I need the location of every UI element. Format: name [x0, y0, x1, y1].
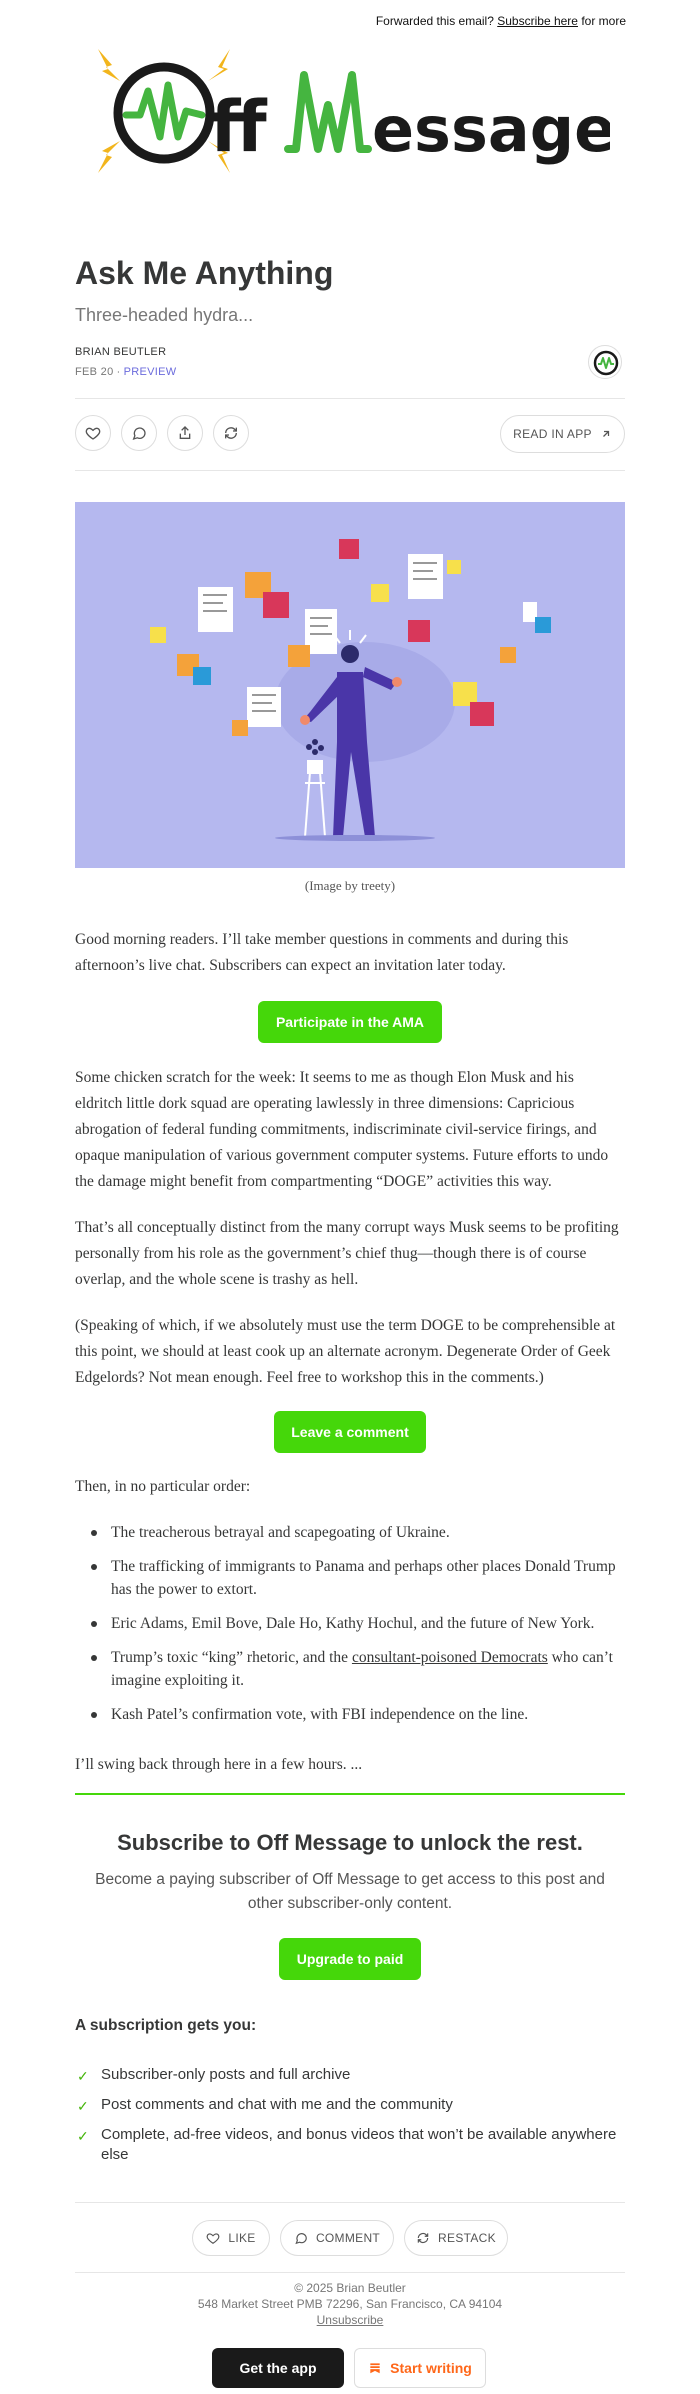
- paywall-divider: [75, 1793, 625, 1795]
- substack-icon: [368, 2361, 382, 2375]
- forwarded-notice: [376, 14, 626, 28]
- list-item: Eric Adams, Emil Bove, Dale Ho, Kathy Hochul, and the future of New York.: [75, 1612, 625, 1635]
- logo-ff-text: ff: [210, 86, 267, 168]
- divider-copyright: [75, 2272, 625, 2273]
- get-the-app-button[interactable]: Get the app: [212, 2348, 344, 2388]
- check-icon: ✓: [77, 2128, 89, 2144]
- forwarded-text: Forwarded this email?: [375, 14, 494, 28]
- for-more-text: for more: [581, 14, 626, 28]
- divider-footer: [75, 2202, 625, 2203]
- divider-top: [75, 398, 625, 399]
- benefit-item: ✓ Post comments and chat with me and the community: [77, 2096, 453, 2114]
- paragraph-then: Then, in no particular order:: [75, 1478, 251, 1495]
- paragraph-intro: Good morning readers. I’ll take member questions in comments and during this afternoon’s live chat. Subscribers can expect an invitation later today.: [75, 931, 569, 974]
- read-in-app-label: READ IN APP: [513, 427, 592, 441]
- subscription-benefits-heading: A subscription gets you:: [75, 2017, 257, 2034]
- list-item: [75, 1646, 625, 1692]
- comment-button[interactable]: [121, 415, 157, 451]
- heart-icon: [206, 2231, 220, 2245]
- consultant-poisoned-democrats-link[interactable]: consultant-poisoned Democrats: [351, 1649, 548, 1666]
- restack-icon: [416, 2231, 430, 2245]
- share-button[interactable]: [167, 415, 203, 451]
- benefit-item: ✓ Subscriber-only posts and full archive: [77, 2066, 351, 2084]
- share-icon: [177, 425, 193, 441]
- post-title[interactable]: Ask Me Anything: [75, 255, 334, 291]
- hero-illustration[interactable]: [75, 502, 625, 868]
- start-writing-label: Start writing: [390, 2360, 472, 2376]
- footer-restack-button[interactable]: [404, 2220, 508, 2256]
- unsubscribe-link[interactable]: Unsubscribe: [316, 2313, 384, 2327]
- footer-comment-button[interactable]: [280, 2220, 394, 2256]
- benefit-item: ✓ Complete, ad-free videos, and bonus videos that won’t be available anywhere else: [77, 2126, 617, 2163]
- paywall-title: Subscribe to Off Message to unlock the rest.: [117, 1830, 583, 1855]
- post-date-line: [75, 366, 625, 378]
- logo-essage-text: essage: [372, 93, 610, 166]
- subscribe-here-link[interactable]: Subscribe here: [497, 14, 578, 28]
- upgrade-to-paid-button[interactable]: Upgrade to paid: [279, 1938, 421, 1980]
- unsubscribe-wrapper: [75, 2312, 625, 2328]
- arrow-up-right-icon: [600, 428, 612, 440]
- restack-icon: [223, 425, 239, 441]
- comment-label: COMMENT: [315, 2231, 381, 2245]
- publication-avatar[interactable]: [588, 345, 622, 379]
- check-icon: ✓: [77, 2098, 89, 2114]
- paragraph-corruption: That’s all conceptually distinct from the many corrupt ways Musk seems to be profiting personally from his role as the government’s chief thug—though there is of course overlap, and the whole scene is trashy as hell.: [75, 1219, 619, 1288]
- author-name[interactable]: BRIAN BEUTLER: [75, 346, 167, 358]
- list-item-text: Trump’s toxic “king” rhetoric, and the: [111, 1649, 352, 1666]
- list-item: The treacherous betrayal and scapegoating of Ukraine.: [75, 1521, 625, 1544]
- paywall-description: Become a paying subscriber of Off Message to get access to this post and other subscriber-only content.: [95, 1871, 605, 1912]
- check-icon: ✓: [77, 2068, 89, 2084]
- like-label: LIKE: [228, 2231, 256, 2245]
- date-separator: ∙: [116, 366, 121, 378]
- mailing-address: 548 Market Street PMB 72296, San Francisco, CA 94104: [197, 2297, 503, 2311]
- copyright: © 2025 Brian Beutler: [294, 2281, 406, 2295]
- restack-button[interactable]: [213, 415, 249, 451]
- read-in-app-button[interactable]: [500, 415, 625, 453]
- paragraph-chicken-scratch: Some chicken scratch for the week: It seems to me as though Elon Musk and his eldritch little dork squad are operating lawlessly in three dimensions: Capricious abrogation of federal funding commitments, indiscriminate civil-service firings, and opaque manipulation of various government computer systems. Future efforts to undo the damage might benefit from compartmenting “DOGE” activities this way.: [75, 1069, 609, 1190]
- leave-comment-button[interactable]: Leave a comment: [274, 1411, 426, 1453]
- post-date: FEB 20: [75, 366, 114, 378]
- heart-icon: [85, 425, 101, 441]
- topics-list: [75, 1521, 625, 1737]
- participate-ama-button[interactable]: Participate in the AMA: [258, 1001, 442, 1043]
- comment-icon: [294, 2231, 308, 2245]
- post-subtitle: Three-headed hydra...: [75, 305, 254, 325]
- list-item: The trafficking of immigrants to Panama and perhaps other places Donald Trump has the power to extort.: [75, 1555, 625, 1601]
- preview-label: PREVIEW: [123, 366, 177, 378]
- start-writing-button[interactable]: [354, 2348, 486, 2388]
- paragraph-closing: I’ll swing back through here in a few hours. ...: [75, 1756, 363, 1773]
- off-message-logo[interactable]: [90, 45, 610, 195]
- divider-actions: [75, 470, 625, 471]
- list-item-text: who can’t imagine exploiting it.: [111, 1649, 613, 1689]
- restack-label: RESTACK: [438, 2231, 496, 2245]
- comment-icon: [131, 425, 147, 441]
- image-caption: (Image by treety): [304, 878, 396, 893]
- list-item: Kash Patel’s confirmation vote, with FBI independence on the line.: [75, 1703, 625, 1726]
- paragraph-acronym: (Speaking of which, if we absolutely must use the term DOGE to be comprehensible at this point, we should at least cook up an alternate acronym. Degenerate Order of Geek Edgelords? Not mean enough. Feel free to workshop this in the comments.): [75, 1317, 616, 1386]
- like-button[interactable]: [75, 415, 111, 451]
- subscription-benefits-list: [75, 2065, 625, 2175]
- footer-like-button[interactable]: [192, 2220, 270, 2256]
